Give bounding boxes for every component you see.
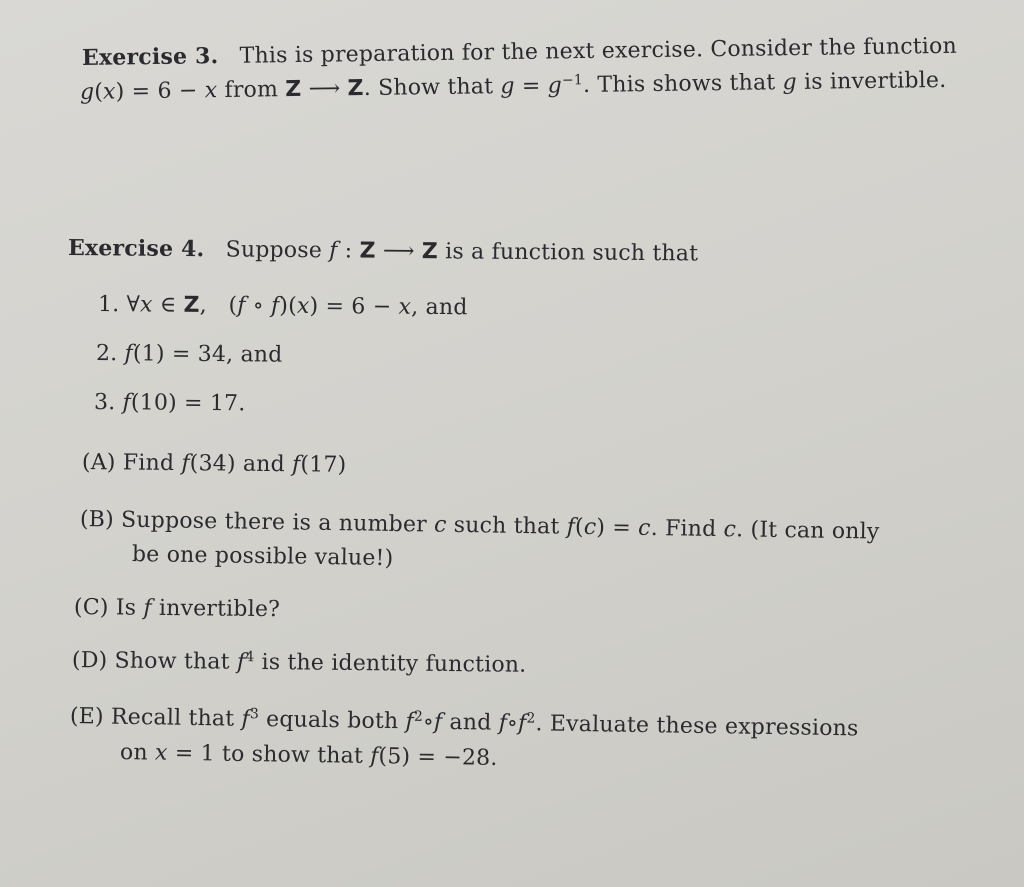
exercise-3-line-2: g(x) = 6 − x from Z ⟶ Z. Show that $g = g^{-1}$. This shows that g is invertible. <box>79 67 947 105</box>
part-c: (C) Is f invertible? <box>73 595 281 623</box>
condition-1: 1. ∀x ∈ Z, (f ∘ f)(x) = 6 − x, and <box>97 292 468 321</box>
exercise-4-header: Exercise 4. Suppose f : Z ⟶ Z is a function such that <box>67 235 699 267</box>
condition-2: 2. f(1) = 34, and <box>95 341 283 368</box>
exercise-3-line-1 <box>82 33 957 71</box>
part-b-line-2: be one possible value!) <box>131 542 394 572</box>
part-b-line-1: (B) Suppose there is a number c such that f(c) = c. Find c. (It can only <box>79 507 880 545</box>
exercise-3-intro: This is preparation for the next exercise. Consider the function <box>239 33 958 69</box>
exercise-3-label: Exercise 3. <box>81 43 219 71</box>
part-e-line-1: (E) Recall that $f^3$ equals both $f^2\circ f$ and $f\circ f^2$. Evaluate these expressions <box>69 704 859 742</box>
part-e-line-2: on x = 1 to show that f(5) = −28. <box>119 740 498 771</box>
part-d: (D) Show that $f^4$ is the identity function. <box>71 648 527 678</box>
exercise-4-label: Exercise 4. <box>67 235 205 263</box>
condition-3: 3. f(10) = 17. <box>93 390 246 417</box>
part-a: (A) Find f(34) and f(17) <box>81 450 347 478</box>
